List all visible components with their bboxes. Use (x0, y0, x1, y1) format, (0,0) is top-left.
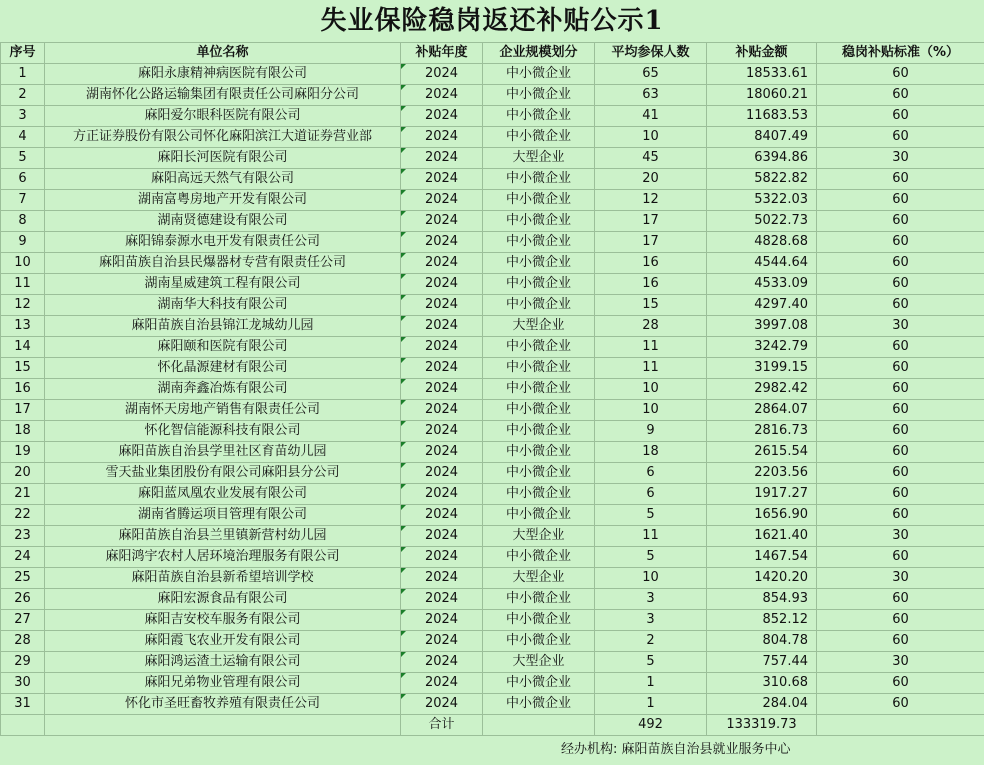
subsidy-year[interactable]: 2024 (401, 421, 483, 442)
enterprise-size[interactable]: 中小微企业 (483, 421, 595, 442)
insured-count[interactable]: 16 (595, 253, 707, 274)
table-cell[interactable] (45, 715, 401, 736)
subsidy-year[interactable]: 2024 (401, 400, 483, 421)
company-name[interactable]: 怀化市圣旺畜牧养殖有限责任公司 (45, 694, 401, 715)
subsidy-rate[interactable]: 60 (817, 484, 984, 505)
subsidy-rate[interactable]: 60 (817, 358, 984, 379)
subsidy-rate[interactable]: 30 (817, 652, 984, 673)
subsidy-year[interactable]: 2024 (401, 148, 483, 169)
total-amount[interactable]: 133319.73 (707, 715, 817, 736)
insured-count[interactable]: 17 (595, 211, 707, 232)
subsidy-amount[interactable]: 3242.79 (707, 337, 817, 358)
subsidy-amount[interactable]: 852.12 (707, 610, 817, 631)
subsidy-amount[interactable]: 854.93 (707, 589, 817, 610)
company-name[interactable]: 麻阳鸿运渣土运输有限公司 (45, 652, 401, 673)
subsidy-year[interactable]: 2024 (401, 694, 483, 715)
row-number[interactable]: 23 (1, 526, 45, 547)
table-row (1, 568, 984, 589)
subsidy-amount[interactable]: 284.04 (707, 694, 817, 715)
row-number[interactable]: 1 (1, 64, 45, 85)
subsidy-amount[interactable]: 5322.03 (707, 190, 817, 211)
table-row (1, 253, 984, 274)
subsidy-rate[interactable]: 60 (817, 442, 984, 463)
subsidy-year[interactable]: 2024 (401, 610, 483, 631)
table-row (1, 589, 984, 610)
subsidy-amount[interactable]: 4828.68 (707, 232, 817, 253)
subsidy-year[interactable]: 2024 (401, 484, 483, 505)
enterprise-size[interactable]: 中小微企业 (483, 505, 595, 526)
row-number[interactable]: 11 (1, 274, 45, 295)
enterprise-size[interactable]: 中小微企业 (483, 379, 595, 400)
enterprise-size[interactable]: 中小微企业 (483, 85, 595, 106)
company-name[interactable]: 麻阳爱尔眼科医院有限公司 (45, 106, 401, 127)
subsidy-amount[interactable]: 2615.54 (707, 442, 817, 463)
subsidy-amount[interactable]: 757.44 (707, 652, 817, 673)
insured-count[interactable]: 6 (595, 463, 707, 484)
subsidy-rate[interactable]: 60 (817, 463, 984, 484)
company-name[interactable]: 麻阳长河医院有限公司 (45, 148, 401, 169)
enterprise-size[interactable]: 中小微企业 (483, 295, 595, 316)
subsidy-amount[interactable]: 3199.15 (707, 358, 817, 379)
row-number[interactable]: 18 (1, 421, 45, 442)
insured-count[interactable]: 12 (595, 190, 707, 211)
table-cell[interactable] (817, 715, 984, 736)
subsidy-year[interactable]: 2024 (401, 463, 483, 484)
subsidy-rate[interactable]: 60 (817, 190, 984, 211)
row-number[interactable]: 16 (1, 379, 45, 400)
enterprise-size[interactable]: 中小微企业 (483, 463, 595, 484)
insured-count[interactable]: 10 (595, 127, 707, 148)
table-row (1, 64, 984, 85)
insured-count[interactable]: 63 (595, 85, 707, 106)
enterprise-size[interactable]: 中小微企业 (483, 442, 595, 463)
row-number[interactable]: 3 (1, 106, 45, 127)
subsidy-year[interactable]: 2024 (401, 232, 483, 253)
subsidy-year[interactable]: 2024 (401, 526, 483, 547)
enterprise-size[interactable]: 中小微企业 (483, 169, 595, 190)
company-name[interactable]: 麻阳吉安校车服务有限公司 (45, 610, 401, 631)
table-row (1, 610, 984, 631)
page-title: 失业保险稳岗返还补贴公示1 (320, 6, 664, 36)
table-row (1, 337, 984, 358)
subsidy-amount[interactable]: 5822.82 (707, 169, 817, 190)
table-row (1, 358, 984, 379)
subsidy-year[interactable]: 2024 (401, 442, 483, 463)
column-header[interactable]: 单位名称 (45, 43, 401, 64)
company-name[interactable]: 湖南怀化公路运输集团有限责任公司麻阳分公司 (45, 85, 401, 106)
subsidy-rate[interactable]: 60 (817, 694, 984, 715)
header-row (1, 43, 984, 64)
company-name[interactable]: 湖南省腾运项目管理有限公司 (45, 505, 401, 526)
enterprise-size[interactable]: 中小微企业 (483, 631, 595, 652)
enterprise-size[interactable]: 大型企业 (483, 568, 595, 589)
table-row (1, 547, 984, 568)
table-row (1, 442, 984, 463)
subsidy-year[interactable]: 2024 (401, 274, 483, 295)
insured-count[interactable]: 5 (595, 505, 707, 526)
subsidy-rate[interactable]: 60 (817, 631, 984, 652)
insured-count[interactable]: 18 (595, 442, 707, 463)
table-row (1, 106, 984, 127)
insured-count[interactable]: 11 (595, 526, 707, 547)
row-number[interactable]: 15 (1, 358, 45, 379)
subsidy-year[interactable]: 2024 (401, 106, 483, 127)
subsidy-year[interactable]: 2024 (401, 568, 483, 589)
subsidy-amount[interactable]: 1467.54 (707, 547, 817, 568)
subsidy-year[interactable]: 2024 (401, 169, 483, 190)
enterprise-size[interactable]: 中小微企业 (483, 547, 595, 568)
subsidy-rate[interactable]: 60 (817, 400, 984, 421)
table-cell[interactable] (1, 715, 45, 736)
column-header[interactable]: 平均参保人数 (595, 43, 707, 64)
enterprise-size[interactable]: 中小微企业 (483, 190, 595, 211)
subsidy-year[interactable]: 2024 (401, 211, 483, 232)
subsidy-year[interactable]: 2024 (401, 589, 483, 610)
insured-count[interactable]: 16 (595, 274, 707, 295)
subsidy-amount[interactable]: 5022.73 (707, 211, 817, 232)
enterprise-size[interactable]: 中小微企业 (483, 589, 595, 610)
row-number[interactable]: 9 (1, 232, 45, 253)
row-number[interactable]: 27 (1, 610, 45, 631)
company-name[interactable]: 麻阳霞飞农业开发有限公司 (45, 631, 401, 652)
subsidy-rate[interactable]: 60 (817, 253, 984, 274)
subsidy-year[interactable]: 2024 (401, 547, 483, 568)
row-number[interactable]: 10 (1, 253, 45, 274)
subsidy-amount[interactable]: 18060.21 (707, 85, 817, 106)
table-row (1, 505, 984, 526)
company-name[interactable]: 麻阳苗族自治县新希望培训学校 (45, 568, 401, 589)
company-name[interactable]: 怀化晶源建材有限公司 (45, 358, 401, 379)
subsidy-year[interactable]: 2024 (401, 673, 483, 694)
company-name[interactable]: 麻阳苗族自治县兰里镇新营村幼儿园 (45, 526, 401, 547)
subsidy-year[interactable]: 2024 (401, 337, 483, 358)
insured-count[interactable]: 6 (595, 484, 707, 505)
table-row (1, 85, 984, 106)
subsidy-rate[interactable]: 60 (817, 232, 984, 253)
company-name[interactable]: 湖南富粤房地产开发有限公司 (45, 190, 401, 211)
table-row (1, 148, 984, 169)
subsidy-year[interactable]: 2024 (401, 85, 483, 106)
enterprise-size[interactable]: 中小微企业 (483, 232, 595, 253)
insured-count[interactable]: 41 (595, 106, 707, 127)
table-row (1, 316, 984, 337)
company-name[interactable]: 湖南华大科技有限公司 (45, 295, 401, 316)
subsidy-rate[interactable]: 60 (817, 85, 984, 106)
subsidy-amount[interactable]: 11683.53 (707, 106, 817, 127)
insured-count[interactable]: 2 (595, 631, 707, 652)
subsidy-amount[interactable]: 18533.61 (707, 64, 817, 85)
subsidy-rate[interactable]: 60 (817, 211, 984, 232)
company-name[interactable]: 湖南怀天房地产销售有限责任公司 (45, 400, 401, 421)
table-row (1, 673, 984, 694)
table-row (1, 631, 984, 652)
row-number[interactable]: 26 (1, 589, 45, 610)
insured-count[interactable]: 28 (595, 316, 707, 337)
row-number[interactable]: 20 (1, 463, 45, 484)
subsidy-year[interactable]: 2024 (401, 631, 483, 652)
subsidy-year[interactable]: 2024 (401, 190, 483, 211)
insured-count[interactable]: 1 (595, 694, 707, 715)
table-row (1, 190, 984, 211)
row-number[interactable]: 7 (1, 190, 45, 211)
subsidy-amount[interactable]: 8407.49 (707, 127, 817, 148)
subsidy-rate[interactable]: 60 (817, 106, 984, 127)
column-header[interactable]: 企业规模划分 (483, 43, 595, 64)
table-row (1, 379, 984, 400)
enterprise-size[interactable]: 中小微企业 (483, 274, 595, 295)
subsidy-year[interactable]: 2024 (401, 379, 483, 400)
table-row (1, 421, 984, 442)
row-number[interactable]: 30 (1, 673, 45, 694)
insured-count[interactable]: 5 (595, 652, 707, 673)
enterprise-size[interactable]: 大型企业 (483, 652, 595, 673)
row-number[interactable]: 22 (1, 505, 45, 526)
subsidy-amount[interactable]: 2203.56 (707, 463, 817, 484)
subsidy-rate[interactable]: 30 (817, 316, 984, 337)
enterprise-size[interactable]: 中小微企业 (483, 400, 595, 421)
subsidy-amount[interactable]: 4297.40 (707, 295, 817, 316)
total-label[interactable]: 合计 (401, 715, 483, 736)
subsidy-amount[interactable]: 4533.09 (707, 274, 817, 295)
subsidy-table (0, 42, 984, 736)
row-number[interactable]: 14 (1, 337, 45, 358)
insured-count[interactable]: 5 (595, 547, 707, 568)
company-name[interactable]: 湖南贤德建设有限公司 (45, 211, 401, 232)
enterprise-size[interactable]: 中小微企业 (483, 484, 595, 505)
enterprise-size[interactable]: 中小微企业 (483, 253, 595, 274)
row-number[interactable]: 29 (1, 652, 45, 673)
subsidy-rate[interactable]: 60 (817, 274, 984, 295)
subsidy-year[interactable]: 2024 (401, 652, 483, 673)
subsidy-year[interactable]: 2024 (401, 127, 483, 148)
table-row (1, 127, 984, 148)
subsidy-rate[interactable]: 60 (817, 295, 984, 316)
subsidy-rate[interactable]: 60 (817, 547, 984, 568)
subsidy-year[interactable]: 2024 (401, 253, 483, 274)
subsidy-rate[interactable]: 60 (817, 64, 984, 85)
subsidy-rate[interactable]: 60 (817, 505, 984, 526)
company-name[interactable]: 麻阳颐和医院有限公司 (45, 337, 401, 358)
company-name[interactable]: 麻阳鸿宇农村人居环境治理服务有限公司 (45, 547, 401, 568)
handling-agency: 经办机构: 麻阳苗族自治县就业服务中心 (561, 742, 791, 757)
insured-count[interactable]: 17 (595, 232, 707, 253)
company-name[interactable]: 麻阳苗族自治县锦江龙城幼儿园 (45, 316, 401, 337)
row-number[interactable]: 19 (1, 442, 45, 463)
total-people[interactable]: 492 (595, 715, 707, 736)
total-row (1, 715, 984, 736)
subsidy-year[interactable]: 2024 (401, 505, 483, 526)
enterprise-size[interactable]: 中小微企业 (483, 127, 595, 148)
enterprise-size[interactable]: 中小微企业 (483, 106, 595, 127)
company-name[interactable]: 麻阳高远天然气有限公司 (45, 169, 401, 190)
enterprise-size[interactable]: 中小微企业 (483, 211, 595, 232)
subsidy-amount[interactable]: 1917.27 (707, 484, 817, 505)
subsidy-amount[interactable]: 4544.64 (707, 253, 817, 274)
company-name[interactable]: 怀化智信能源科技有限公司 (45, 421, 401, 442)
subsidy-rate[interactable]: 60 (817, 589, 984, 610)
table-row (1, 274, 984, 295)
insured-count[interactable]: 1 (595, 673, 707, 694)
insured-count[interactable]: 3 (595, 610, 707, 631)
enterprise-size[interactable]: 中小微企业 (483, 694, 595, 715)
subsidy-rate[interactable]: 30 (817, 568, 984, 589)
column-header[interactable]: 稳岗补贴标准（%） (817, 43, 984, 64)
subsidy-year[interactable]: 2024 (401, 64, 483, 85)
enterprise-size[interactable]: 大型企业 (483, 148, 595, 169)
table-row (1, 694, 984, 715)
insured-count[interactable]: 9 (595, 421, 707, 442)
company-name[interactable]: 麻阳蓝凤凰农业发展有限公司 (45, 484, 401, 505)
company-name[interactable]: 湖南奔鑫冶炼有限公司 (45, 379, 401, 400)
subsidy-amount[interactable]: 310.68 (707, 673, 817, 694)
insured-count[interactable]: 11 (595, 337, 707, 358)
subsidy-rate[interactable]: 60 (817, 127, 984, 148)
subsidy-amount[interactable]: 1621.40 (707, 526, 817, 547)
company-name[interactable]: 麻阳兄弟物业管理有限公司 (45, 673, 401, 694)
insured-count[interactable]: 11 (595, 358, 707, 379)
company-name[interactable]: 麻阳锦泰源水电开发有限责任公司 (45, 232, 401, 253)
subsidy-rate[interactable]: 30 (817, 526, 984, 547)
row-number[interactable]: 24 (1, 547, 45, 568)
table-row (1, 463, 984, 484)
subsidy-rate[interactable]: 60 (817, 421, 984, 442)
row-number[interactable]: 13 (1, 316, 45, 337)
subsidy-year[interactable]: 2024 (401, 358, 483, 379)
subsidy-rate[interactable]: 60 (817, 169, 984, 190)
company-name[interactable]: 湖南星威建筑工程有限公司 (45, 274, 401, 295)
row-number[interactable]: 21 (1, 484, 45, 505)
company-name[interactable]: 麻阳永康精神病医院有限公司 (45, 64, 401, 85)
table-row (1, 169, 984, 190)
insured-count[interactable]: 65 (595, 64, 707, 85)
insured-count[interactable]: 3 (595, 589, 707, 610)
row-number[interactable]: 8 (1, 211, 45, 232)
subsidy-rate[interactable]: 30 (817, 148, 984, 169)
row-number[interactable]: 28 (1, 631, 45, 652)
enterprise-size[interactable]: 中小微企业 (483, 358, 595, 379)
enterprise-size[interactable]: 中小微企业 (483, 673, 595, 694)
row-number[interactable]: 12 (1, 295, 45, 316)
insured-count[interactable]: 10 (595, 379, 707, 400)
subsidy-amount[interactable]: 1420.20 (707, 568, 817, 589)
enterprise-size[interactable]: 中小微企业 (483, 64, 595, 85)
subsidy-rate[interactable]: 60 (817, 337, 984, 358)
table-row (1, 484, 984, 505)
enterprise-size[interactable]: 大型企业 (483, 316, 595, 337)
column-header[interactable]: 补贴金额 (707, 43, 817, 64)
enterprise-size[interactable]: 大型企业 (483, 526, 595, 547)
subsidy-amount[interactable]: 6394.86 (707, 148, 817, 169)
insured-count[interactable]: 15 (595, 295, 707, 316)
column-header[interactable]: 序号 (1, 43, 45, 64)
table-row (1, 526, 984, 547)
subsidy-amount[interactable]: 804.78 (707, 631, 817, 652)
insured-count[interactable]: 45 (595, 148, 707, 169)
company-name[interactable]: 麻阳苗族自治县民爆器材专营有限责任公司 (45, 253, 401, 274)
row-number[interactable]: 2 (1, 85, 45, 106)
subsidy-rate[interactable]: 60 (817, 610, 984, 631)
subsidy-amount[interactable]: 2816.73 (707, 421, 817, 442)
enterprise-size[interactable]: 中小微企业 (483, 337, 595, 358)
insured-count[interactable]: 10 (595, 400, 707, 421)
subsidy-amount[interactable]: 1656.90 (707, 505, 817, 526)
subsidy-amount[interactable]: 2864.07 (707, 400, 817, 421)
subsidy-rate[interactable]: 60 (817, 673, 984, 694)
enterprise-size[interactable]: 中小微企业 (483, 610, 595, 631)
subsidy-rate[interactable]: 60 (817, 379, 984, 400)
company-name[interactable]: 麻阳宏源食品有限公司 (45, 589, 401, 610)
table-cell[interactable] (483, 715, 595, 736)
table-row (1, 400, 984, 421)
row-number[interactable]: 6 (1, 169, 45, 190)
row-number[interactable]: 5 (1, 148, 45, 169)
company-name[interactable]: 雪天盐业集团股份有限公司麻阳县分公司 (45, 463, 401, 484)
row-number[interactable]: 31 (1, 694, 45, 715)
column-header[interactable]: 补贴年度 (401, 43, 483, 64)
row-number[interactable]: 25 (1, 568, 45, 589)
row-number[interactable]: 4 (1, 127, 45, 148)
subsidy-amount[interactable]: 2982.42 (707, 379, 817, 400)
row-number[interactable]: 17 (1, 400, 45, 421)
company-name[interactable]: 麻阳苗族自治县学里社区育苗幼儿园 (45, 442, 401, 463)
table-row (1, 295, 984, 316)
insured-count[interactable]: 10 (595, 568, 707, 589)
subsidy-year[interactable]: 2024 (401, 295, 483, 316)
subsidy-amount[interactable]: 3997.08 (707, 316, 817, 337)
company-name[interactable]: 方正证券股份有限公司怀化麻阳滨江大道证券营业部 (45, 127, 401, 148)
insured-count[interactable]: 20 (595, 169, 707, 190)
table-row (1, 652, 984, 673)
table-row (1, 232, 984, 253)
subsidy-year[interactable]: 2024 (401, 316, 483, 337)
table-row (1, 211, 984, 232)
